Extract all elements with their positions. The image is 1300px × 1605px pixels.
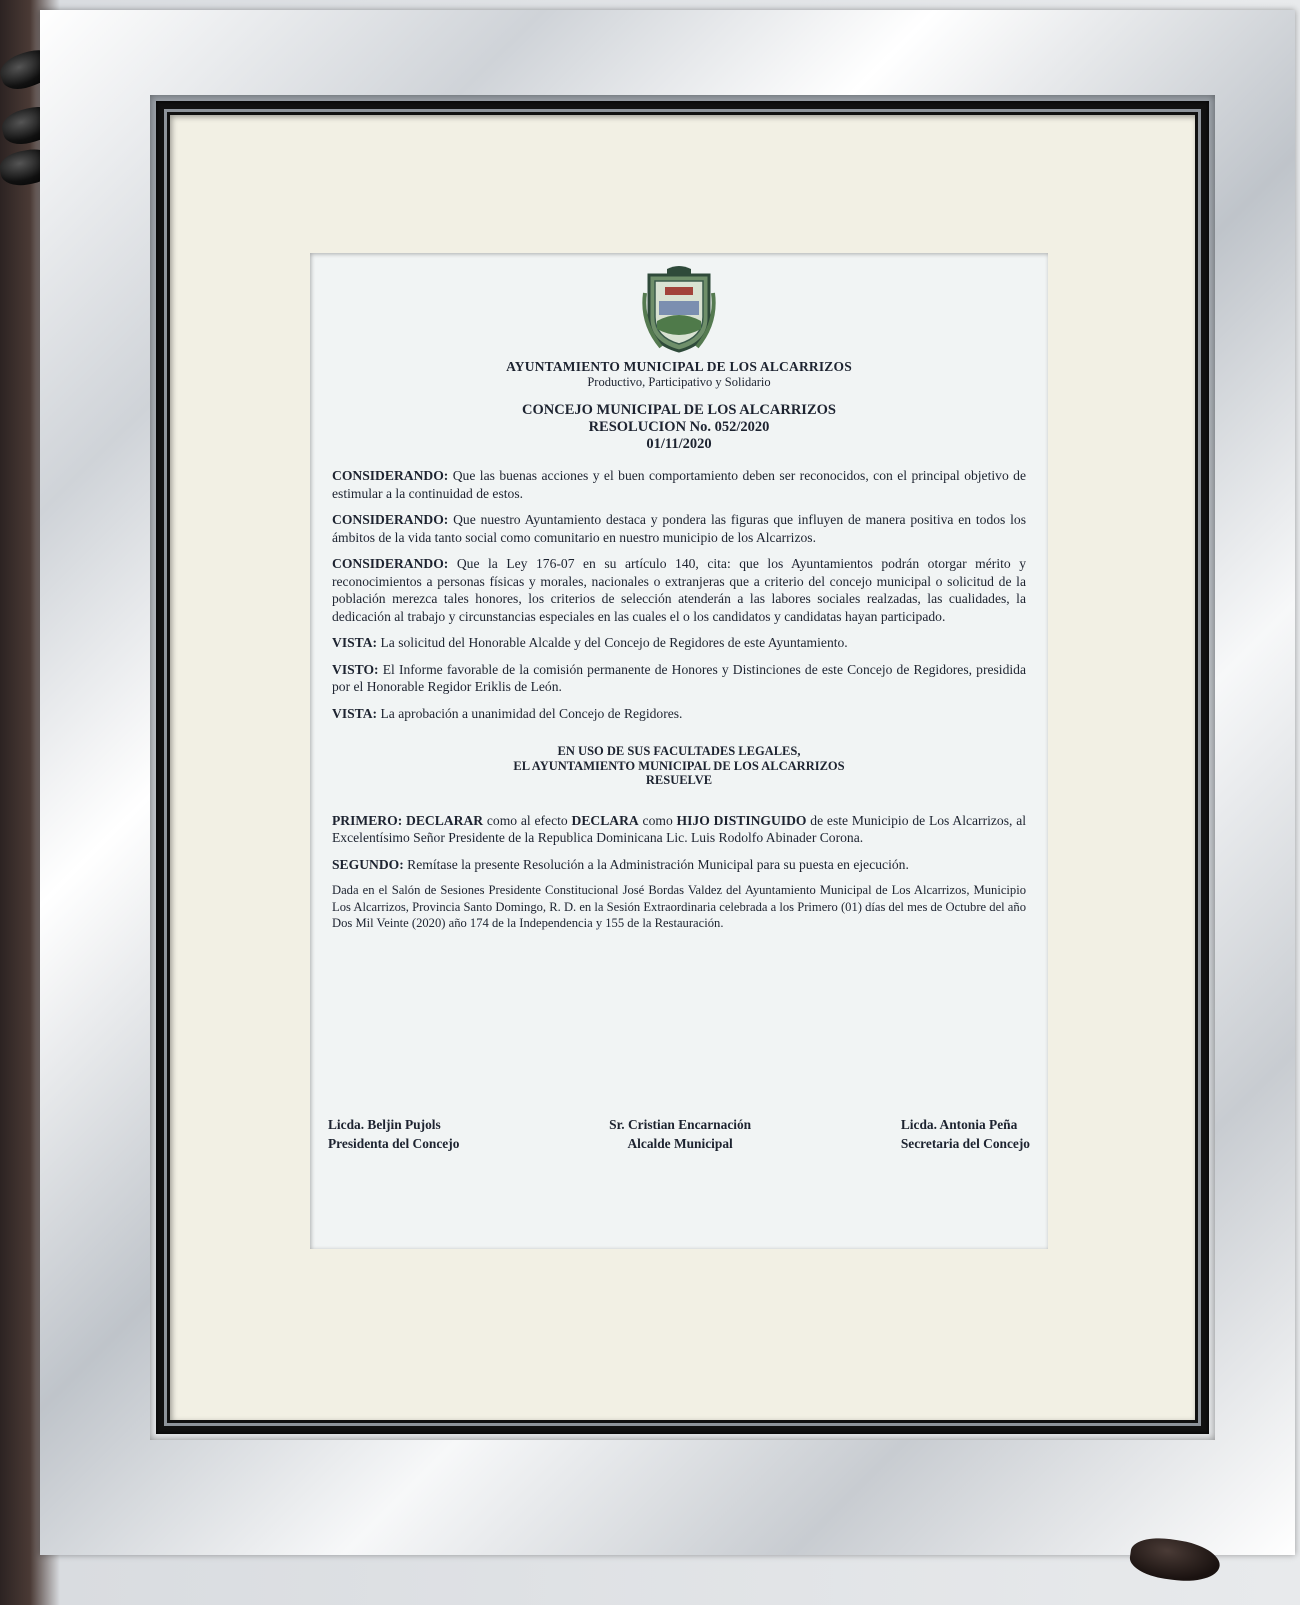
clause — [332, 705, 1026, 723]
clause — [332, 634, 1026, 652]
document-body — [332, 263, 1026, 932]
clause-text: El Informe favorable de la comisión permanente de Honores y Distinciones de este Concejo de Regidores, presidida por el Honorable Regidor Eriklis de León. — [332, 661, 1026, 694]
clause-text: La solicitud del Honorable Alcalde y del Concejo de Regidores de este Ayuntamiento. — [377, 635, 848, 650]
frame-inner-bevel — [150, 95, 1215, 1440]
clause-text: La aprobación a unanimidad del Concejo de Regidores. — [377, 705, 683, 721]
picture-frame — [40, 10, 1295, 1555]
clause — [332, 511, 1026, 546]
clause — [332, 661, 1026, 696]
clause-text: Que la Ley 176-07 en su artículo 140, cita: que los Ayuntamientos podrán otorgar mérito y reconocimientos a personas físicas y morales, nacionales o extranjeras que a criterio del concejo municipal o solicitud de la población merezca tales honores, los criterios de selección atenderán a las labores sociales realzadas, las cualidades, la dedicación al trabajo y circunstancias especiales en las cuales el o los candidatos y candidatas hayan participado. — [332, 556, 1026, 624]
municipal-coat-of-arms-icon — [639, 263, 719, 355]
resolve-line: RESUELVE — [645, 773, 713, 787]
resolution-document — [310, 253, 1048, 1249]
resolution-number: RESOLUCION No. 052/2020 — [588, 419, 770, 435]
closing-paragraph: Dada en el Salón de Sesiones Presidente Constitucional José Bordas Valdez del Ayuntamiento Municipal de Los Alcarrizos, Municipio Los Alcarrizos, Provincia Santo Domingo, R. D. en la Sesión Extraordinaria celebrada a los Primero (01) días del mes de Octubre del año Dos Mil Veinte (2020) año 174 de la Independencia y 155 de la Restauración. — [332, 883, 1026, 930]
council-name: CONCEJO MUNICIPAL DE LOS ALCARRIZOS — [522, 402, 836, 418]
clause — [332, 467, 1026, 502]
clause-label: PRIMERO: — [332, 812, 403, 828]
signatory-title: Secretaria del Concejo — [900, 1136, 1030, 1151]
signatory-title: Presidenta del Concejo — [328, 1136, 460, 1151]
signature-secretary — [901, 1115, 1030, 1153]
resolve-line: EL AYUNTAMIENTO MUNICIPAL DE LOS ALCARRIZOS — [513, 758, 845, 773]
signature-block — [310, 1115, 1048, 1153]
signatory-title: Alcalde Municipal — [627, 1136, 733, 1151]
signatory-name: Licda. Antonia Peña — [900, 1117, 1018, 1132]
frame-black-border — [156, 101, 1209, 1434]
clause-label: VISTA: — [332, 705, 378, 721]
clause-label: VISTO: — [332, 661, 379, 677]
segundo-clause — [332, 856, 1026, 874]
clause-label: CONSIDERANDO: — [332, 468, 449, 483]
clause-text: Remítase la presente Resolución a la Administración Municipal para su puesta en ejecución. — [403, 856, 909, 872]
resolution-header — [332, 402, 1026, 453]
clause-label: VISTA: — [332, 635, 378, 650]
signature-president — [328, 1115, 459, 1153]
organization-motto: Productivo, Participativo y Solidario — [587, 375, 771, 389]
resolve-line: EN USO DE SUS FACULTADES LEGALES, — [557, 744, 801, 758]
clause-text: Que las buenas acciones y el buen comportamiento deben ser reconocidos, con el principal objetivo de estimular a la continuidad de estos. — [332, 468, 1026, 501]
signatory-name: Sr. Cristian Encarnación — [609, 1117, 752, 1132]
clause-label: CONSIDERANDO: — [332, 556, 449, 571]
clause-label: SEGUNDO: — [332, 856, 404, 872]
hijo-distinguido-text: HIJO DISTINGUIDO — [676, 812, 807, 828]
clause-label: CONSIDERANDO: — [332, 512, 449, 527]
signature-mayor — [609, 1115, 751, 1153]
clause — [332, 555, 1026, 625]
declarar-text: DECLARAR — [402, 812, 484, 828]
frame-mat — [170, 115, 1195, 1420]
clause-text: Que nuestro Ayuntamiento destaca y pondera las figuras que influyen de manera positiva en todos los ámbitos de la vida tanto social como comunitario en nuestro municipio de los Alcarrizos. — [332, 512, 1026, 545]
organization-name: AYUNTAMIENTO MUNICIPAL DE LOS ALCARRIZOS — [506, 359, 852, 374]
clause-text: como — [638, 812, 677, 828]
clause-text: como al efecto — [483, 812, 572, 828]
signatory-name: Licda. Beljin Pujols — [328, 1117, 441, 1132]
resolution-date: 01/11/2020 — [646, 436, 712, 452]
clause-text: de este Municipio de Los Alcarrizos, al Excelentísimo Señor Presidente de la Republica Dominicana Lic. Luis Rodolfo Abinader Corona. — [332, 812, 1027, 845]
primero-clause — [332, 812, 1026, 847]
resolve-heading — [332, 744, 1026, 788]
declara-text: DECLARA — [571, 812, 639, 828]
